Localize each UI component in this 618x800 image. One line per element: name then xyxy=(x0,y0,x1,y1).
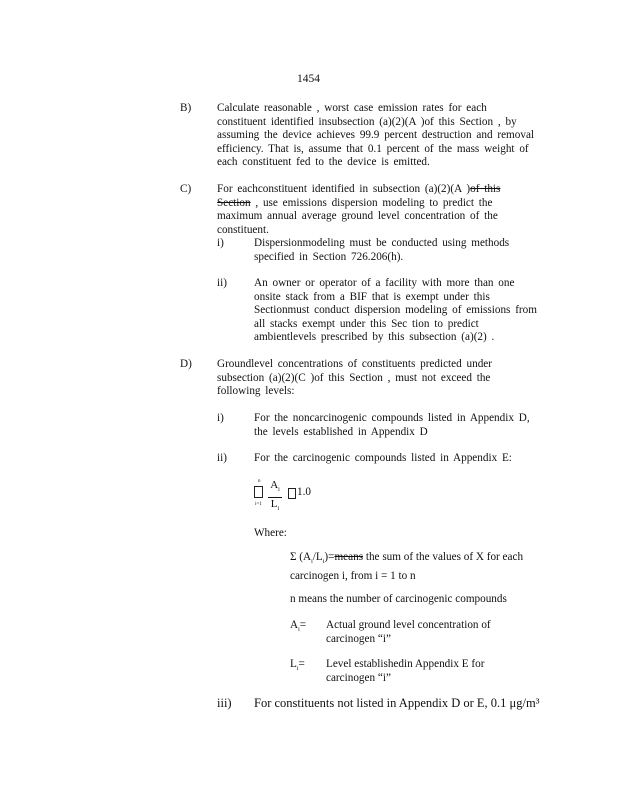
sigma-definition xyxy=(290,551,550,583)
item-c-text-before: For eachconstituent identified in subsection (a)(2)(A ) xyxy=(217,183,471,195)
item-iii-text: For constituents not listed in Appendix D or E, 0.1 μg/m³ xyxy=(254,696,540,710)
sigma-term: Σ (A xyxy=(290,551,312,563)
sigma-struck-text: means xyxy=(334,551,364,563)
sigma-definition-text: the sum of the values of X for each carcinogen i, from i = 1 to n xyxy=(290,551,524,582)
l-definition-label xyxy=(290,658,305,677)
l-definition-text: Level establishedin Appendix E for carcinogen “i” xyxy=(326,658,485,684)
sum-symbol-icon xyxy=(254,486,263,498)
item-d-ii-label: ii) xyxy=(217,452,227,464)
carcinogen-sum-formula xyxy=(254,479,334,511)
fraction-denominator xyxy=(268,498,282,516)
item-c-i-text: Dispersionmodeling must be conducted using methods specified in Section 726.206(h). xyxy=(254,237,510,263)
item-d-i-label: i) xyxy=(217,412,224,424)
numerator-subscript: i xyxy=(278,487,280,494)
page-number: 1454 xyxy=(297,73,320,85)
sum-lower-limit: i=1 xyxy=(255,502,262,507)
denominator-subscript: i xyxy=(277,506,280,513)
l-equals: = xyxy=(298,658,305,670)
where-label: Where: xyxy=(254,527,287,539)
sigma-close: )= xyxy=(324,551,335,563)
sigma-sub-a: i xyxy=(311,559,313,566)
item-c-text-after: , use emissions dispersion modeling to predict the maximum annual average ground level concentration of the constituent. xyxy=(217,196,498,236)
a-definition-label xyxy=(290,619,306,638)
item-c-label: C) xyxy=(180,183,192,195)
sum-upper-limit: n xyxy=(258,479,261,484)
a-definition-text: Actual ground level concentration of carcinogen “i” xyxy=(326,619,491,645)
item-d-i-text: For the noncarcinogenic compounds listed in Appendix D, the levels established in Appendix D xyxy=(254,412,530,438)
item-b-text: Calculate reasonable , worst case emission rates for each constituent identified insubsection (a)(2)(A )of this Section , by assuming the device achieves 99.9 percent destruction and removal efficiency. That is, assume that 0.1 percent of the mass weight of each constituent fed to the device is emitted. xyxy=(217,102,535,169)
item-c-ii-label: ii) xyxy=(217,277,227,289)
a-equals: = xyxy=(299,619,307,631)
item-c-struck-text: of this Section xyxy=(217,183,501,209)
formula-rhs: 1.0 xyxy=(297,486,311,498)
item-d-ii-text: For the carcinogenic compounds listed in Appendix E: xyxy=(254,452,512,464)
sigma-sub-l: i xyxy=(322,559,325,566)
item-c-i-label: i) xyxy=(217,237,224,249)
item-iii-label: iii) xyxy=(217,696,232,710)
fraction-numerator xyxy=(268,479,282,498)
item-d-label: D) xyxy=(180,358,192,370)
l-subscript: i xyxy=(296,666,299,673)
n-definition: n means the number of carcinogenic compounds xyxy=(290,593,507,605)
item-b-label: B) xyxy=(180,102,192,114)
denominator-symbol: L xyxy=(270,498,278,511)
sigma-mid: /L xyxy=(312,551,323,563)
l-symbol: L xyxy=(290,658,297,670)
numerator-symbol: A xyxy=(270,479,279,491)
less-equal-symbol-icon xyxy=(288,488,296,499)
a-subscript: i xyxy=(298,627,300,634)
ratio-fraction xyxy=(268,479,282,516)
item-d-text: Groundlevel concentrations of constituents predicted under subsection (a)(2)(C )of this Section , must not exceed the following levels: xyxy=(217,358,492,398)
item-c-text xyxy=(217,183,537,237)
a-symbol: A xyxy=(290,619,299,631)
item-c-ii-text: An owner or operator of a facility with more than one onsite stack from a BIF that is exempt under this Sectionmust conduct dispersion modeling of emissions from all stacks exempt under this Sec tion to predict ambientlevels prescribed by this subsection (a)(2) . xyxy=(254,277,537,344)
